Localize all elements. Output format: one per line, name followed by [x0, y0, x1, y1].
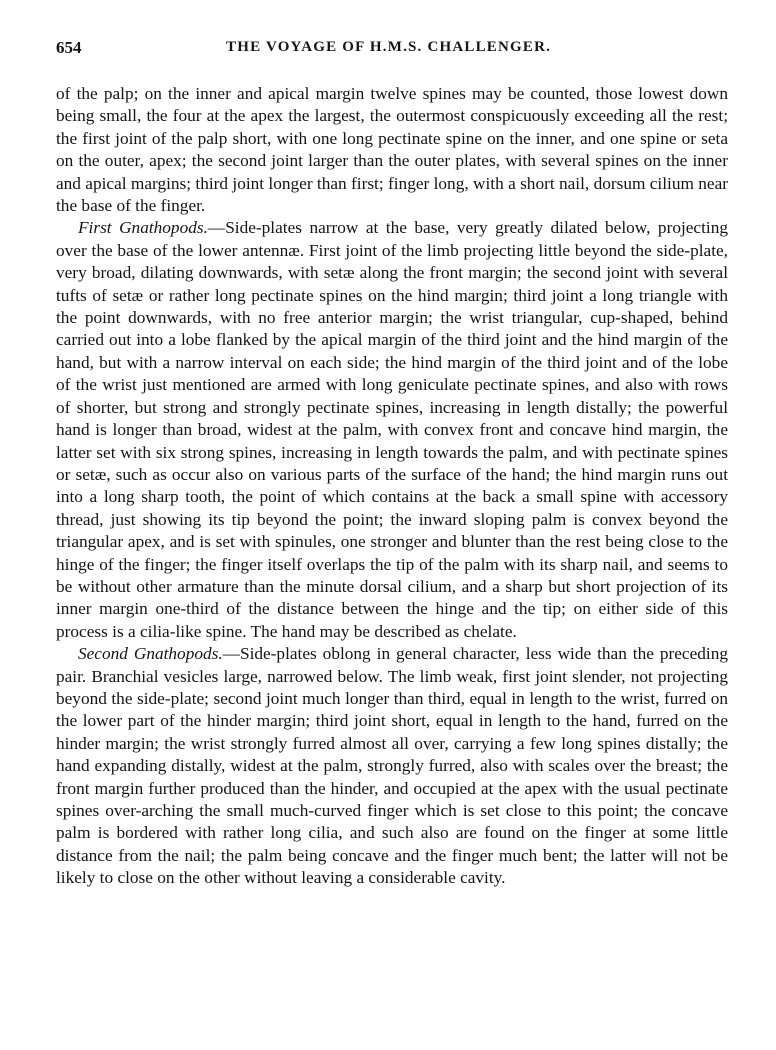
paragraph-second-gnathopods	[56, 643, 728, 889]
page-header	[56, 38, 732, 60]
running-head: THE VOYAGE OF H.M.S. CHALLENGER.	[226, 39, 552, 55]
section-heading: Second Gnathopods.	[78, 644, 223, 664]
section-heading: First Gnathopods.	[78, 218, 208, 238]
body-text	[56, 83, 728, 890]
paragraph-first-gnathopods	[56, 217, 728, 643]
paragraph-text: —Side-plates oblong in general character, less wide than the preceding pair. Branchial vesicles large, narrowed below. The limb weak, first joint slender, not projecting beyond the side-plate; second joint much longer than third, equal in length to the wrist, furred on the lower part of the hinder margin; third joint short, equal in length to the hand, furred on the hinder margin; the wrist strongly furred almost all over, carrying a few long spines distally; the hand expanding distally, widest at the palm, strongly furred, also with scales over the breast; the front margin further produced than the hinder, and occupied at the apex with the usual pectinate spines over-arching the small much-curved finger which is set close to this point; the concave palm is bordered with rather long cilia, and such also are found on the finger at some little distance from the nail; the palm being concave and the finger much bent; the latter will not be likely to close on the other without leaving a considerable cavity.	[56, 644, 728, 888]
page-number: 654	[56, 38, 82, 57]
paragraph-text: of the palp; on the inner and apical margin twelve spines may be counted, those lowest down being small, the four at the apex the largest, the outermost conspicuously exceeding all the rest; the first joint of the palp short, with one long pectinate spine on the inner, and one spine or seta on the outer, apex; the second joint larger than the outer plates, with several spines on the inner and apical margins; third joint longer than first; finger long, with a short nail, dorsum cilium near the base of the finger.	[56, 84, 728, 216]
paragraph-palp-continuation	[56, 83, 728, 217]
paragraph-text: —Side-plates narrow at the base, very greatly dilated below, projecting over the base of the lower antennæ. First joint of the limb projecting little beyond the side-plate, very broad, dilating downwards, with setæ along the front margin; the second joint with several tufts of setæ or rather long pectinate spines on the hind margin; third joint a long triangle with the point downwards, with no free anterior margin; the wrist triangular, cup-shaped, behind carried out into a lobe flanked by the apical margin of the third joint and the hind margin of the hand, but with a narrow interval on each side; the hind margin of the third joint and of the lobe of the wrist just mentioned are armed with long geniculate pectinate spines, and also with rows of shorter, but strong and strongly pectinate spines, increasing in length distally; the powerful hand is longer than broad, widest at the palm, with convex front and concave hind margin, the latter set with six strong spines, increasing in length towards the palm, and with pectinate spines or setæ, such as occur also on various parts of the surface of the hand; the hind margin runs out into a long sharp tooth, the point of which contains at the back a small spine with accessory thread, just showing its tip beyond the point; the inward sloping palm is convex beyond the triangular apex, and is set with spinules, one stronger and blunter than the rest being close to the hinge of the finger; the finger itself overlaps the tip of the palm with its sharp nail, and seems to be without other armature than the minute dorsal cilium, and a sharp but short projection of its inner margin one-third of the distance between the hinge and the tip; on either side of this process is a cilia-like spine. The hand may be described as chelate.	[56, 218, 728, 641]
